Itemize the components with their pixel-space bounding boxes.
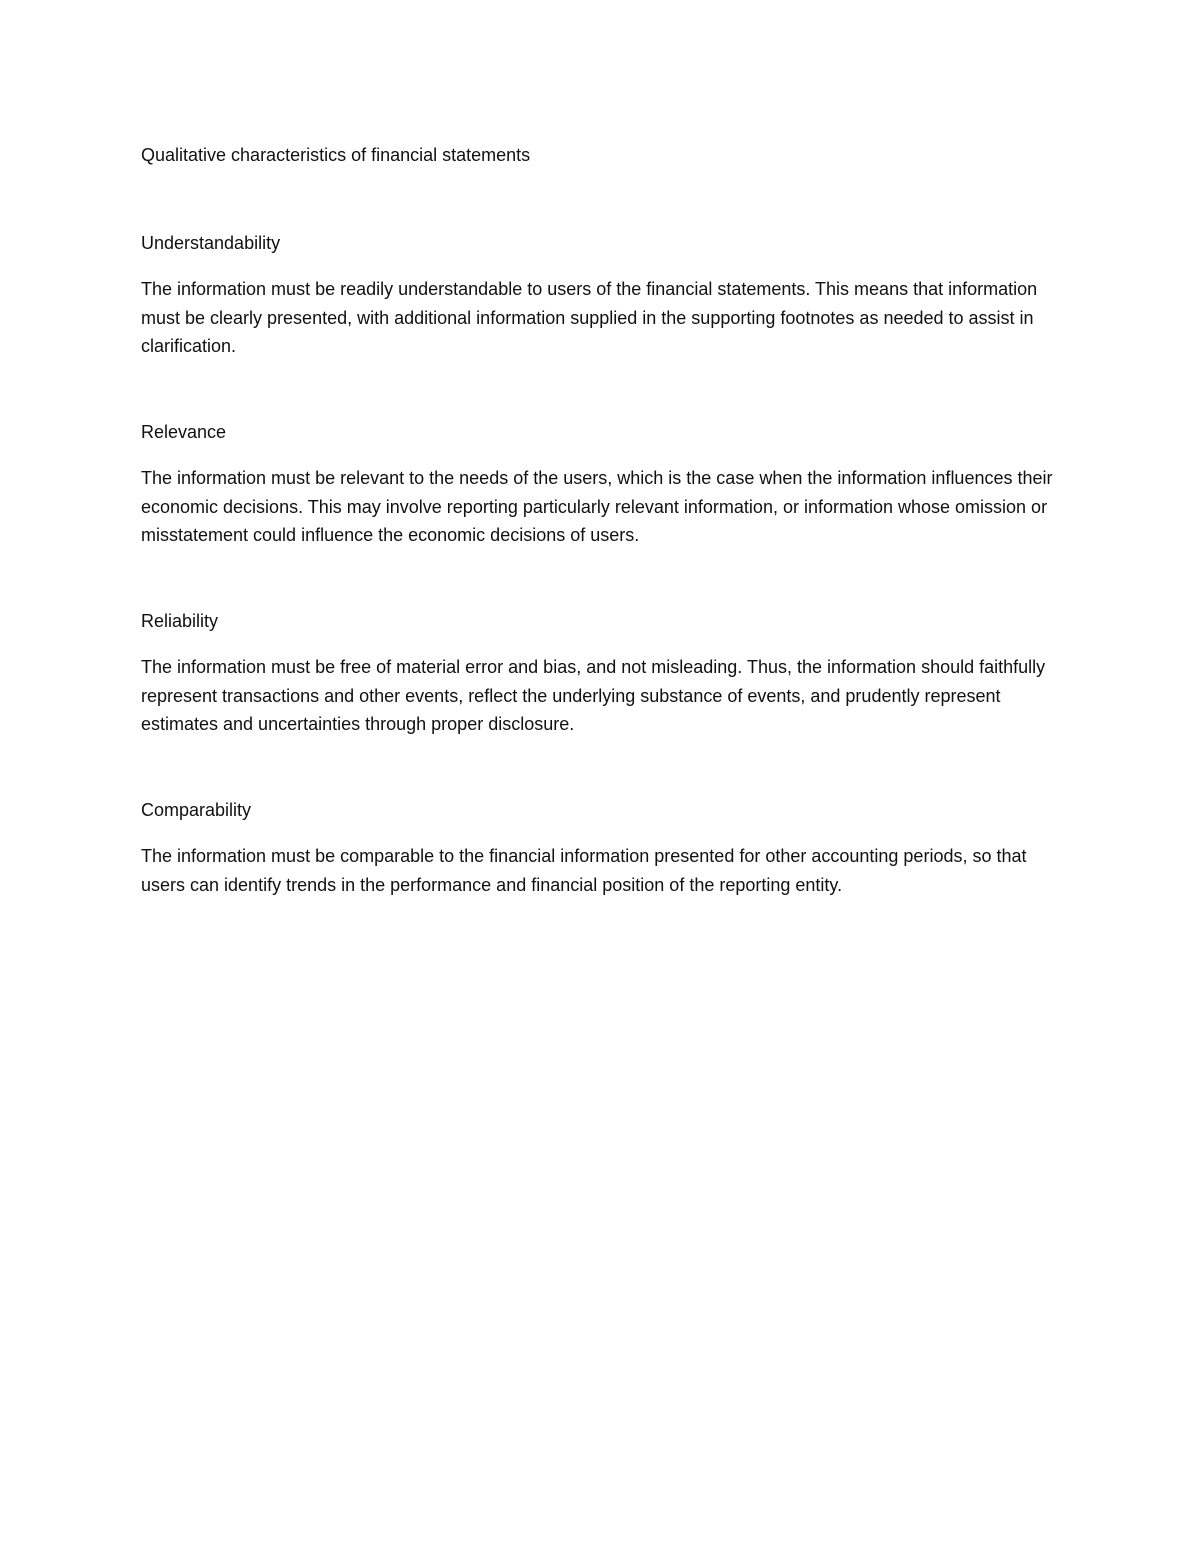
section-paragraph: The information must be relevant to the needs of the users, which is the case when the information influences their economic decisions. This may involve reporting particularly relevant information, or information whose omission or misstatement could influence the economic decisions of users. [141,468,1053,545]
document-content [141,141,1066,899]
section-heading: Relevance [141,421,227,442]
section-reliability [141,607,1066,739]
section-comparability [141,796,1066,900]
section-heading: Understandability [141,232,281,253]
document-title: Qualitative characteristics of financial statements [141,145,531,165]
section-paragraph: The information must be readily understandable to users of the financial statements. This means that information must be clearly presented, with additional information supplied in the supporting footnotes as needed to assist in clarification. [141,279,1038,356]
section-understandability [141,229,1066,361]
section-heading: Reliability [141,610,219,631]
section-paragraph: The information must be free of material error and bias, and not misleading. Thus, the information should faithfully represent transactions and other events, reflect the underlying substance of events, and prudently represent estimates and uncertainties through proper disclosure. [141,657,1046,734]
section-heading: Comparability [141,799,252,820]
section-paragraph: The information must be comparable to the financial information presented for other accounting periods, so that users can identify trends in the performance and financial position of the reporting entity. [141,846,1027,895]
section-relevance [141,418,1066,550]
